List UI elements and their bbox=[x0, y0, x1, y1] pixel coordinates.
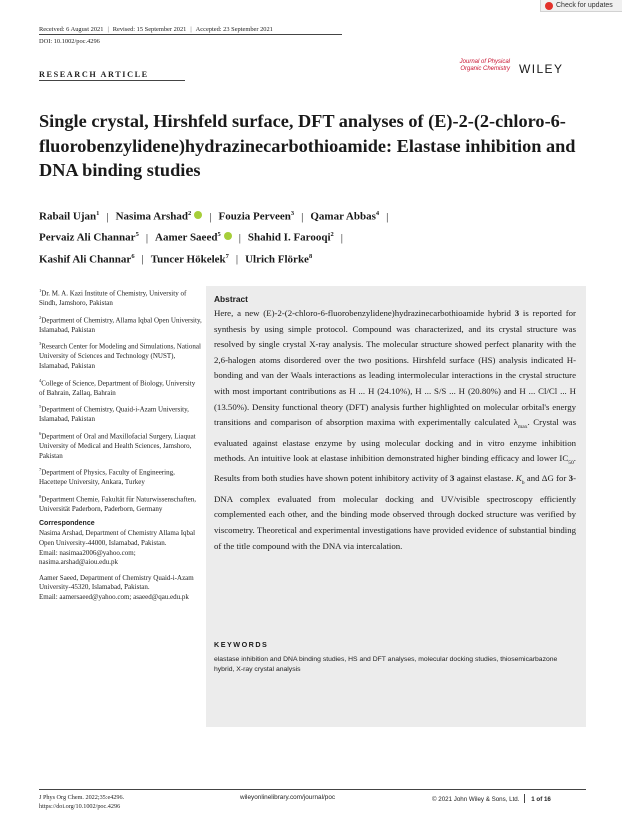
footer-divider bbox=[39, 789, 586, 790]
abstract-text: Here, a new (E)-2-(2-chloro-6-fluorobenzylidene)hydrazinecarbothioamide hybrid 3 is reported for synthesis by using simple protocol. Compound was characterized, and its crystal structure was resolved by single crystal X-ray analysis. The molecular structure showed perfect planarity with the 2,6-halogen atoms disordered over the two positions. Hirshfeld surface (HS) analysis indicated H-bonding and van der Waals interactions as leading intermolecular interactions in the crystal structure with most important contributions as H ... H (24.10%), H ... S/S ... H (20.80%) and H ... Cl/Cl ... H (13.50%). Density functional theory (DFT) analysis further highlighted on molecular orbital's energy transitions and comparison of absorption maxima with experimentally calculated $\lambda_{max}$. Crystal was evaluated against elastase enzyme by using molecular docking and in vitro enzyme inhibition methods. An intuitive look at elastase inhibition demonstrated higher binding efficacy and lower $IC_{50}$. Results from both studies have shown potent inhibitory activity of 3 against elastase. $K_b$ and ΔG for 3-DNA complex evaluated from molecular docking and UV/visible spectroscopy efficiently complemented each other, and the binding mode observed through docked structure was verified by viscometry. Theoretical and experimental investigations have provided evidence of substantial binding of the title compound with the DNA via intercalation. bbox=[214, 308, 577, 551]
correspondence-address: Aamer Saeed, Department of Chemistry Quaid-i-Azam University-45320, Islamabad, Pakistan. bbox=[39, 573, 194, 592]
footer-copyright bbox=[432, 794, 551, 803]
affiliation-text: Department of Physics, Faculty of Engineering, Hacettepe University, Ankara, Turkey bbox=[39, 468, 175, 487]
affiliation-text: Department of Oral and Maxillofacial Surgery, Liaquat University of Medical and Health Sciences, Jamshoro, Pakistan bbox=[39, 432, 196, 460]
affiliation-text: Department of Chemistry, Quaid-i-Azam University, Islamabad, Pakistan bbox=[39, 405, 189, 424]
author-affiliation-number: 7 bbox=[225, 252, 229, 260]
author-separator: | bbox=[141, 253, 144, 266]
affiliation-text: Department of Chemistry, Allama Iqbal Open University, Islamabad, Pakistan bbox=[39, 316, 202, 334]
affiliations-column bbox=[39, 286, 202, 609]
affiliation-text: Department Chemie, Fakultät für Naturwissenschaften, Universität Paderborn, Paderborn, Germany bbox=[39, 495, 197, 514]
affiliation-entry bbox=[39, 286, 202, 309]
received-date: Received: 6 August 2021 bbox=[39, 26, 104, 33]
footer-separator bbox=[524, 794, 525, 803]
affiliation-entry bbox=[39, 429, 202, 461]
journal-logo-line1: Journal of Physical bbox=[459, 59, 510, 65]
author-name[interactable]: Pervaiz Ali Channar bbox=[39, 231, 136, 244]
check-for-updates-badge[interactable] bbox=[540, 0, 622, 12]
journal-site-link[interactable]: wileyonlinelibrary.com/journal/poc bbox=[240, 794, 336, 801]
abstract-panel bbox=[206, 286, 586, 727]
author-affiliation-number: 1 bbox=[96, 210, 100, 217]
citation-text: J Phys Org Chem. 2022;35:e4296. bbox=[39, 794, 125, 801]
author-affiliation-number: 6 bbox=[131, 252, 135, 260]
page-number: 1 of 16 bbox=[531, 796, 551, 803]
affiliation-entry bbox=[39, 376, 202, 399]
correspondence-address: Nasima Arshad, Department of Chemistry Allama Iqbal Open University-44000, Islamabad, Pakistan. bbox=[39, 529, 196, 547]
keywords-heading: KEYWORDS bbox=[214, 640, 269, 649]
author-separator: | bbox=[386, 210, 389, 223]
correspondence-entry bbox=[39, 574, 202, 603]
author-separator: | bbox=[238, 231, 241, 244]
affiliation-list bbox=[39, 286, 202, 515]
orcid-icon[interactable] bbox=[224, 232, 232, 240]
author-separator: | bbox=[301, 210, 304, 223]
correspondence bbox=[39, 519, 202, 603]
author-name[interactable]: Nasima Arshad bbox=[115, 210, 189, 223]
affiliation-number: 1 bbox=[39, 288, 42, 293]
revised-date: Revised: 15 September 2021 bbox=[112, 26, 187, 33]
author-affiliation-number: 2 bbox=[330, 231, 334, 239]
author-separator: | bbox=[209, 210, 212, 223]
author-name[interactable]: Aamer Saeed bbox=[155, 231, 218, 244]
affiliation-number: 7 bbox=[39, 467, 42, 473]
author-name[interactable]: Tuncer Hökelek bbox=[150, 253, 226, 266]
copyright-text: © 2021 John Wiley & Sons, Ltd. bbox=[432, 796, 520, 803]
affiliation-text: Dr. M. A. Kazi Institute of Chemistry, University of Sindh, Jamshoro, Pakistan bbox=[39, 289, 187, 307]
affiliation-entry bbox=[39, 339, 202, 371]
author-affiliation-number: 5 bbox=[217, 231, 221, 239]
affiliation-number: 8 bbox=[39, 494, 42, 500]
affiliation-entry bbox=[39, 465, 202, 488]
history-separator: | bbox=[107, 26, 109, 33]
affiliation-number: 6 bbox=[39, 431, 42, 437]
keywords-text: elastase inhibition and DNA binding studies, HS and DFT analyses, molecular docking studies, thiosemicarbazone hybrid, X-ray crystal analysis bbox=[214, 656, 558, 674]
article-type: RESEARCH ARTICLE bbox=[39, 70, 149, 79]
affiliation-number: 3 bbox=[39, 341, 42, 347]
author-name[interactable]: Shahid I. Farooqi bbox=[247, 231, 331, 244]
abstract-heading: Abstract bbox=[214, 294, 248, 304]
publisher-logo: WILEY bbox=[519, 62, 564, 76]
author-affiliation-number: 8 bbox=[308, 252, 313, 260]
affiliation-number: 4 bbox=[39, 377, 42, 383]
affiliation-entry bbox=[39, 492, 202, 515]
update-icon bbox=[545, 2, 553, 10]
author-separator: | bbox=[340, 231, 343, 244]
author-affiliation-number: 5 bbox=[135, 231, 139, 239]
doi[interactable]: DOI: 10.1002/poc.4296 bbox=[39, 38, 100, 45]
author-list bbox=[39, 205, 579, 269]
author-affiliation-number: 2 bbox=[188, 210, 192, 217]
correspondence-email[interactable]: Email: aamersaeed@yahoo.com; asaeed@qau.edu.pk bbox=[39, 592, 189, 601]
journal-logo bbox=[452, 59, 510, 73]
author-name[interactable]: Kashif Ali Channar bbox=[39, 253, 132, 266]
affiliation-number: 5 bbox=[39, 404, 42, 410]
history-separator: | bbox=[190, 26, 192, 33]
article-type-divider bbox=[39, 80, 185, 81]
footer-citation bbox=[39, 794, 124, 811]
orcid-icon[interactable] bbox=[194, 211, 202, 219]
affiliation-text: Research Center for Modeling and Simulations, National University of Sciences and Technology (NUST), Islamabad, Pakistan bbox=[39, 342, 201, 370]
correspondence-entry bbox=[39, 529, 202, 567]
author-separator: | bbox=[145, 231, 149, 244]
affiliation-number: 2 bbox=[39, 314, 42, 320]
author-name[interactable]: Rabail Ujan bbox=[39, 210, 97, 223]
journal-logo-line2: Organic Chemistry bbox=[460, 66, 510, 72]
author-name[interactable]: Fouzia Perveen bbox=[218, 210, 291, 223]
article-title: Single crystal, Hirshfeld surface, DFT analyses of (E)-2-(2-chloro-6-fluorobenzylidene)hydrazinecarbothioamide: Elastase inhibition and DNA binding studies bbox=[39, 111, 576, 181]
author-separator: | bbox=[106, 210, 109, 223]
affiliation-text: College of Science, Department of Biology, University of Bahrain, Zallaq, Bahrain bbox=[39, 379, 196, 397]
author-name[interactable]: Qamar Abbas bbox=[310, 210, 376, 223]
author-affiliation-number: 4 bbox=[375, 210, 380, 217]
accepted-date: Accepted: 23 September 2021 bbox=[195, 26, 273, 33]
article-history bbox=[39, 26, 273, 33]
correspondence-email[interactable]: Email: nasimaa2006@yahoo.com; nasima.arshad@aiou.edu.pk bbox=[39, 548, 136, 567]
affiliation-entry bbox=[39, 402, 202, 425]
check-for-updates-label: Check for updates bbox=[556, 2, 613, 9]
author-separator: | bbox=[235, 253, 239, 266]
affiliation-entry bbox=[39, 313, 202, 336]
history-divider bbox=[39, 34, 342, 35]
author-affiliation-number: 3 bbox=[290, 210, 295, 217]
citation-url[interactable]: https://doi.org/10.1002/poc.4296 bbox=[39, 802, 121, 810]
author-name[interactable]: Ulrich Flörke bbox=[245, 253, 309, 266]
correspondence-heading: Correspondence bbox=[39, 519, 95, 527]
